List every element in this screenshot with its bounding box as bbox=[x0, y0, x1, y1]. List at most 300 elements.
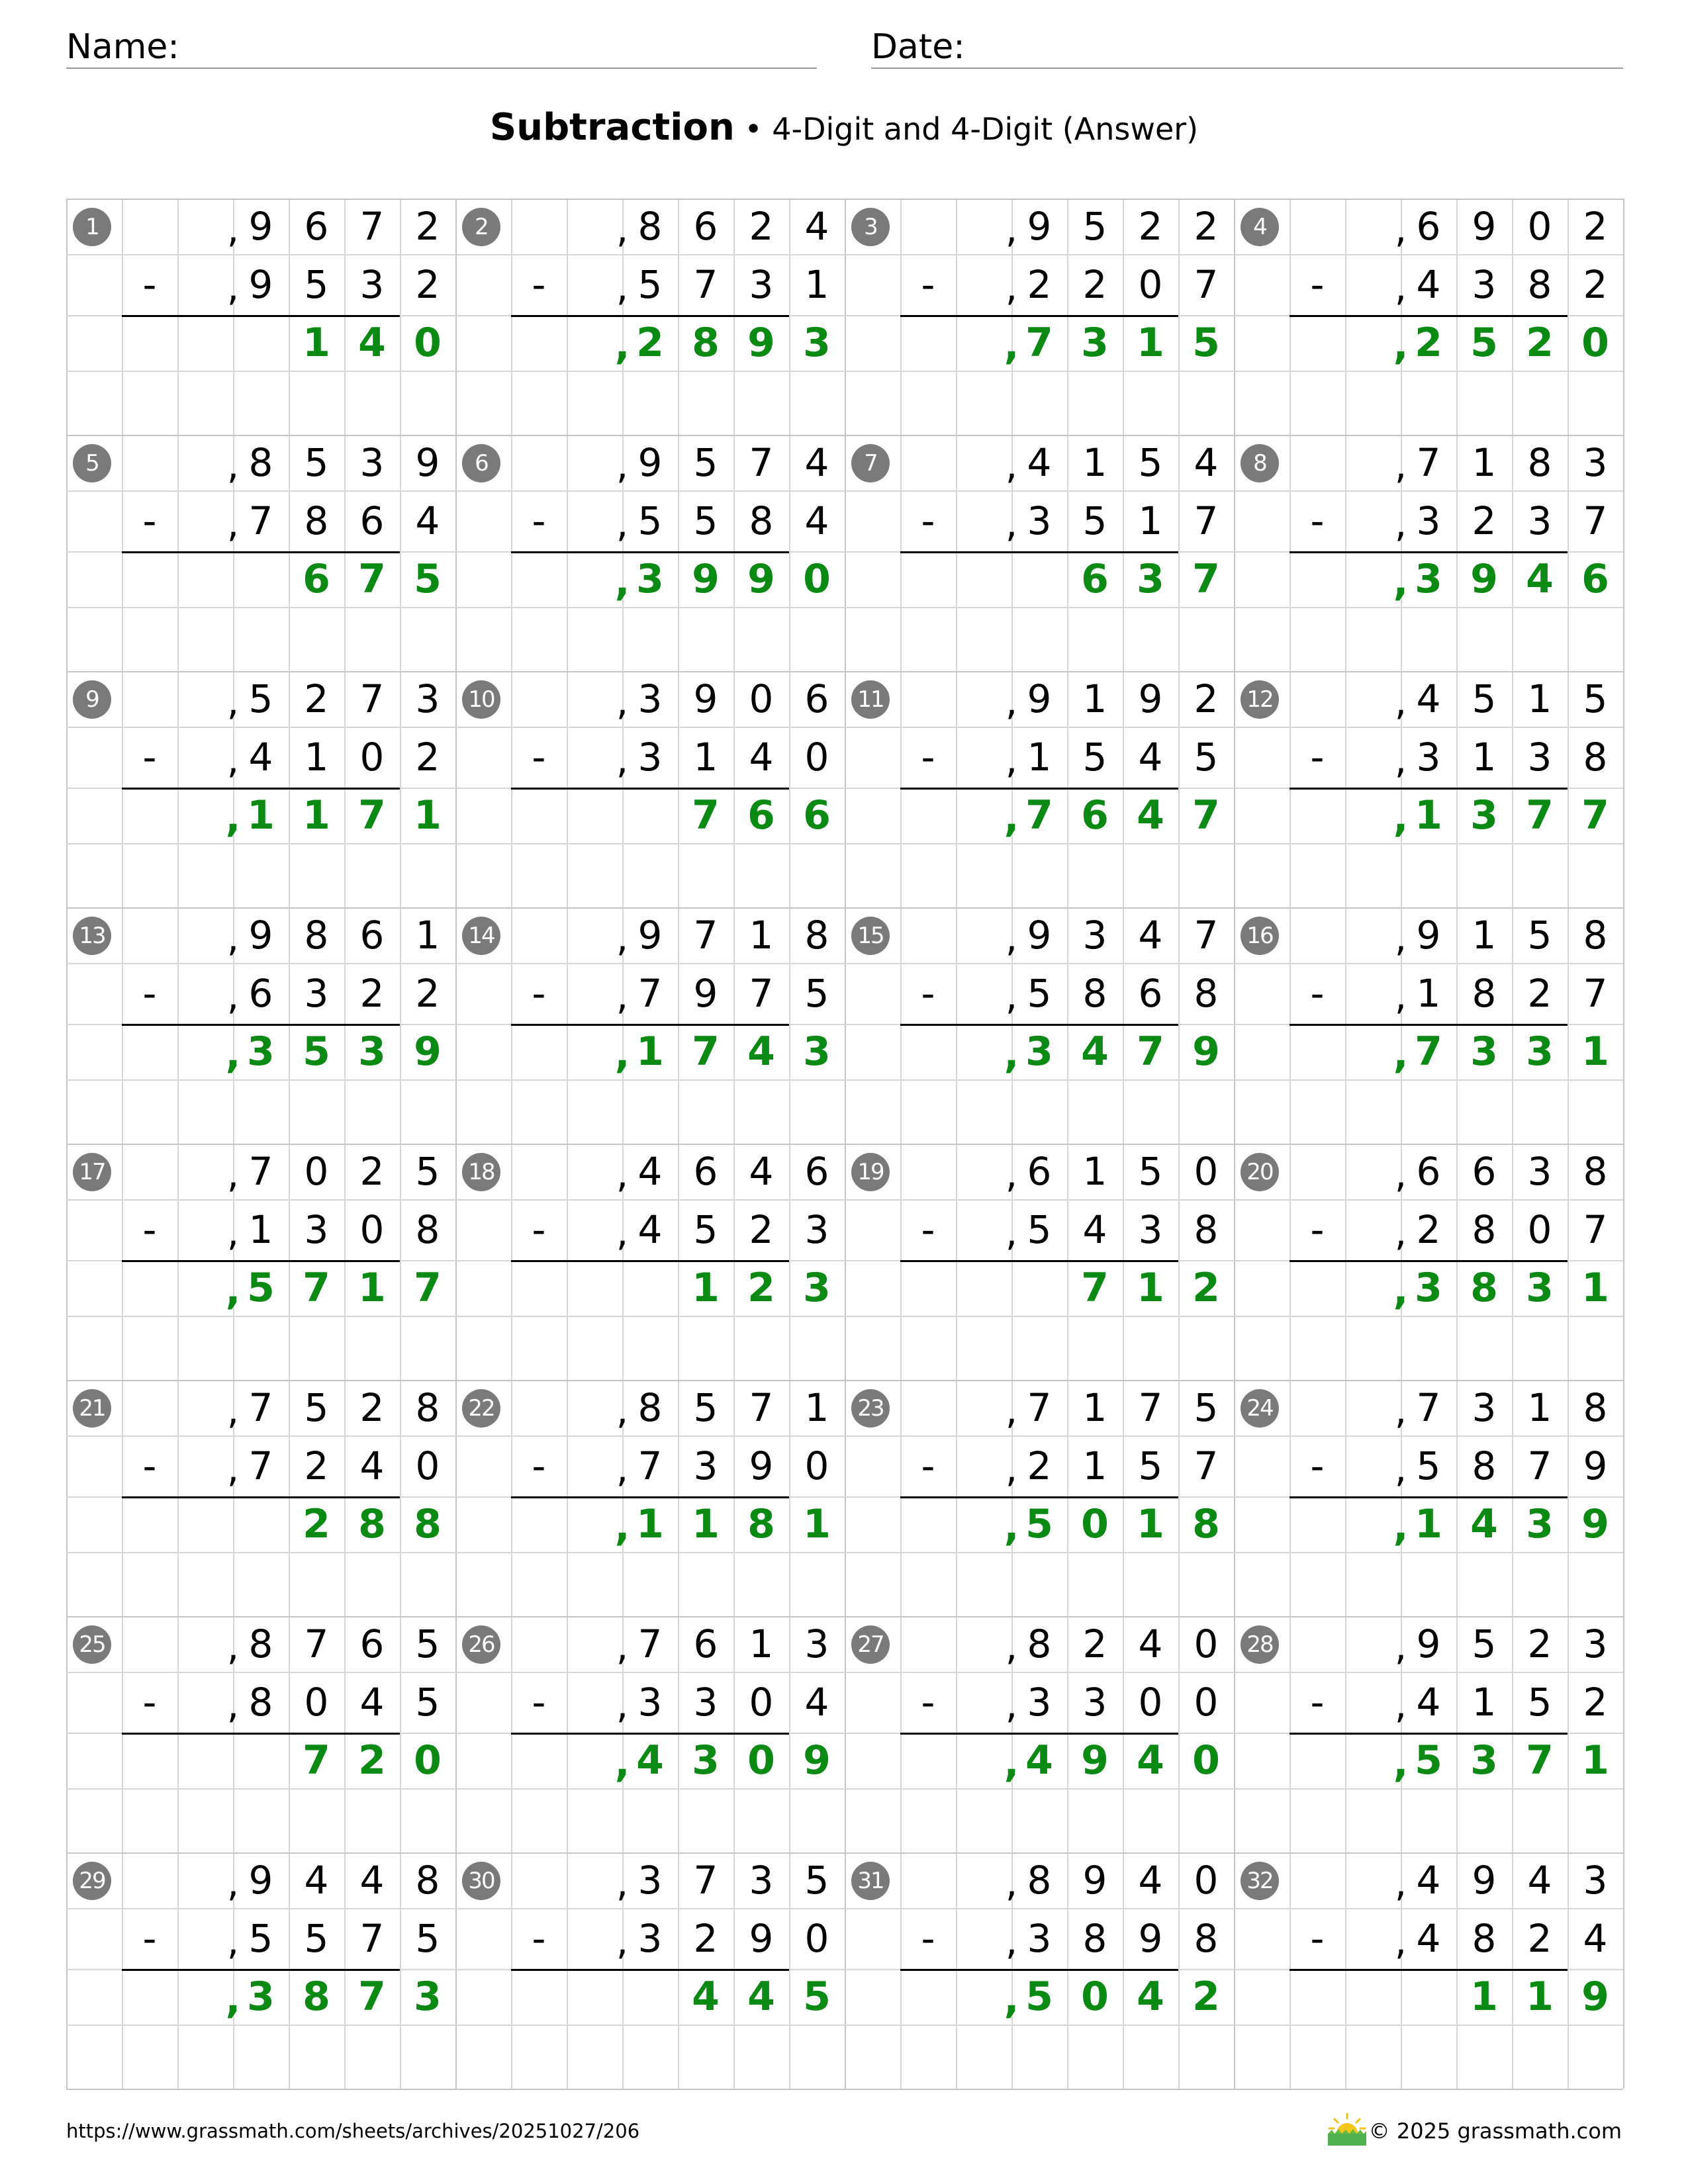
difference-digit: 1 bbox=[1137, 1501, 1164, 1547]
minuend-digit: 9 bbox=[415, 440, 440, 485]
subtrahend-digit: 3 bbox=[804, 1207, 829, 1252]
problem bbox=[66, 1144, 455, 1380]
subtrahend-digit: 9 bbox=[1583, 1443, 1608, 1488]
problem-number-badge: 30 bbox=[462, 1862, 500, 1900]
subtrahend-digit: 3 bbox=[1027, 1680, 1052, 1725]
subtrahend-comma: , bbox=[226, 265, 240, 310]
subtrahend-digit: 1 bbox=[1472, 1680, 1497, 1725]
minuend-digit: 5 bbox=[248, 676, 273, 721]
subtrahend-digit: 1 bbox=[1027, 735, 1052, 780]
minuend-digit: 0 bbox=[1527, 204, 1552, 249]
problem bbox=[455, 671, 845, 907]
subtrahend-digit: 5 bbox=[1416, 1443, 1441, 1488]
subtrahend-digit: 3 bbox=[359, 262, 385, 307]
difference-digit: 6 bbox=[1081, 556, 1109, 602]
subtrahend-digit: 8 bbox=[304, 498, 329, 543]
difference-digit: 1 bbox=[1415, 1501, 1442, 1547]
minus-sign: - bbox=[921, 1207, 935, 1252]
minuend-digit: 4 bbox=[1138, 913, 1163, 958]
minuend-comma: , bbox=[1394, 1152, 1407, 1197]
subtrahend-digit: 7 bbox=[1194, 498, 1219, 543]
problem bbox=[66, 907, 455, 1144]
minuend-digit: 7 bbox=[359, 204, 385, 249]
difference-digit: 4 bbox=[747, 1974, 775, 2020]
answer-rule bbox=[1289, 1260, 1568, 1262]
minuend-digit: 2 bbox=[1583, 204, 1608, 249]
answer-rule bbox=[122, 1496, 400, 1498]
minuend-digit: 6 bbox=[304, 204, 329, 249]
difference-digit: 7 bbox=[358, 556, 386, 602]
difference-digit: 7 bbox=[1081, 1265, 1109, 1311]
minuend-digit: 3 bbox=[415, 676, 440, 721]
difference-comma: , bbox=[225, 1031, 241, 1077]
minuend-digit: 5 bbox=[304, 1385, 329, 1430]
minuend-digit: 9 bbox=[1027, 676, 1052, 721]
subtrahend-digit: 3 bbox=[637, 1916, 663, 1961]
difference-digit: 4 bbox=[1137, 1974, 1164, 2020]
problem-number-badge: 25 bbox=[73, 1625, 111, 1664]
subtrahend-digit: 9 bbox=[1138, 1916, 1163, 1961]
minuend-comma: , bbox=[1005, 1388, 1018, 1433]
subtrahend-digit: 8 bbox=[415, 1207, 440, 1252]
problem bbox=[455, 907, 845, 1144]
answer-rule bbox=[900, 1260, 1178, 1262]
difference-digit: 1 bbox=[1470, 1974, 1498, 2020]
difference-digit: 8 bbox=[1470, 1265, 1498, 1311]
subtrahend-digit: 5 bbox=[1082, 498, 1107, 543]
minus-sign: - bbox=[142, 498, 157, 543]
subtrahend-digit: 4 bbox=[248, 735, 273, 780]
difference-digit: 3 bbox=[1526, 1028, 1554, 1075]
subtrahend-digit: 3 bbox=[693, 1680, 718, 1725]
problem bbox=[845, 435, 1234, 671]
difference-digit: 7 bbox=[358, 1974, 386, 2020]
difference-digit: 9 bbox=[1192, 1028, 1220, 1075]
difference-digit: 8 bbox=[1192, 1501, 1220, 1547]
difference-digit: 7 bbox=[303, 1737, 330, 1784]
minuend-digit: 6 bbox=[693, 204, 718, 249]
minuend-digit: 6 bbox=[1416, 1149, 1441, 1194]
minuend-digit: 9 bbox=[693, 676, 718, 721]
difference-digit: 7 bbox=[414, 1265, 442, 1311]
minuend-digit: 6 bbox=[693, 1621, 718, 1666]
minuend-digit: 2 bbox=[359, 1149, 385, 1194]
difference-digit: 7 bbox=[1581, 792, 1609, 839]
problem bbox=[1234, 1616, 1623, 1852]
subtrahend-digit: 3 bbox=[1027, 498, 1052, 543]
minuend-digit: 3 bbox=[359, 440, 385, 485]
minus-sign: - bbox=[1310, 498, 1325, 543]
subtrahend-digit: 4 bbox=[804, 498, 829, 543]
subtrahend-comma: , bbox=[1394, 737, 1407, 782]
subtrahend-comma: , bbox=[1394, 974, 1407, 1019]
minuend-digit: 8 bbox=[804, 913, 829, 958]
minuend-comma: , bbox=[616, 1388, 629, 1433]
footer-copyright: © 2025 grassmath.com bbox=[1368, 2118, 1622, 2144]
minuend-digit: 1 bbox=[1082, 1385, 1107, 1430]
difference-digit: 3 bbox=[1470, 1028, 1498, 1075]
subtrahend-digit: 5 bbox=[1138, 1443, 1163, 1488]
difference-digit: 7 bbox=[1192, 792, 1220, 839]
difference-digit: 9 bbox=[747, 320, 775, 366]
difference-digit: 0 bbox=[1192, 1737, 1220, 1784]
minuend-digit: 4 bbox=[1138, 1858, 1163, 1903]
minuend-digit: 5 bbox=[1082, 204, 1107, 249]
minuend-comma: , bbox=[616, 1624, 629, 1669]
answer-rule bbox=[511, 1024, 789, 1026]
subtrahend-comma: , bbox=[616, 737, 629, 782]
minuend-comma: , bbox=[226, 679, 240, 724]
subtrahend-digit: 3 bbox=[1416, 498, 1441, 543]
subtrahend-digit: 2 bbox=[304, 1443, 329, 1488]
subtrahend-digit: 2 bbox=[749, 1207, 774, 1252]
difference-digit: 6 bbox=[303, 556, 330, 602]
difference-digit: 3 bbox=[1415, 556, 1442, 602]
minuend-comma: , bbox=[1005, 1624, 1018, 1669]
subtrahend-digit: 0 bbox=[1527, 1207, 1552, 1252]
subtrahend-digit: 7 bbox=[1527, 1443, 1552, 1488]
minus-sign: - bbox=[1310, 262, 1325, 307]
subtrahend-digit: 8 bbox=[1472, 1207, 1497, 1252]
subtrahend-comma: , bbox=[1394, 265, 1407, 310]
title-subtitle: • 4-Digit and 4-Digit (Answer) bbox=[744, 111, 1199, 147]
minus-sign: - bbox=[142, 971, 157, 1016]
minuend-digit: 3 bbox=[637, 1858, 663, 1903]
answer-rule bbox=[900, 788, 1178, 790]
subtrahend-digit: 4 bbox=[1416, 262, 1441, 307]
subtrahend-digit: 7 bbox=[1194, 1443, 1219, 1488]
minus-sign: - bbox=[921, 735, 935, 780]
minuend-comma: , bbox=[226, 1860, 240, 1905]
difference-comma: , bbox=[614, 1740, 630, 1786]
subtrahend-comma: , bbox=[1005, 1682, 1018, 1727]
problem bbox=[455, 1380, 845, 1616]
difference-digit: 2 bbox=[636, 320, 664, 366]
problem-number-badge: 11 bbox=[851, 680, 890, 719]
subtrahend-digit: 0 bbox=[804, 1916, 829, 1961]
problem-number-badge: 23 bbox=[851, 1389, 890, 1428]
problem bbox=[845, 1380, 1234, 1616]
minus-sign: - bbox=[532, 1680, 546, 1725]
subtrahend-digit: 1 bbox=[248, 1207, 273, 1252]
problem-grid bbox=[66, 199, 1623, 2089]
minuend-digit: 7 bbox=[693, 1858, 718, 1903]
difference-digit: 9 bbox=[1470, 556, 1498, 602]
minus-sign: - bbox=[921, 1916, 935, 1961]
difference-digit: 5 bbox=[1025, 1974, 1053, 2020]
minuend-digit: 3 bbox=[1583, 440, 1608, 485]
problem bbox=[845, 1852, 1234, 2089]
subtrahend-digit: 5 bbox=[1194, 735, 1219, 780]
answer-rule bbox=[900, 1496, 1178, 1498]
minuend-digit: 4 bbox=[304, 1858, 329, 1903]
subtrahend-comma: , bbox=[226, 501, 240, 546]
difference-digit: 6 bbox=[1581, 556, 1609, 602]
difference-digit: 9 bbox=[803, 1737, 831, 1784]
answer-rule bbox=[122, 1024, 400, 1026]
minuend-digit: 1 bbox=[1082, 676, 1107, 721]
problem-number-badge: 29 bbox=[73, 1862, 111, 1900]
minuend-comma: , bbox=[1005, 915, 1018, 960]
difference-digit: 2 bbox=[1415, 320, 1442, 366]
subtrahend-digit: 2 bbox=[1472, 498, 1497, 543]
subtrahend-digit: 3 bbox=[304, 971, 329, 1016]
subtrahend-digit: 5 bbox=[1027, 971, 1052, 1016]
problem bbox=[1234, 199, 1623, 435]
minuend-digit: 9 bbox=[248, 204, 273, 249]
difference-digit: 1 bbox=[636, 1501, 664, 1547]
minuend-digit: 8 bbox=[248, 440, 273, 485]
subtrahend-comma: , bbox=[226, 737, 240, 782]
answer-rule bbox=[122, 1260, 400, 1262]
subtrahend-digit: 0 bbox=[359, 1207, 385, 1252]
difference-digit: 3 bbox=[247, 1028, 275, 1075]
minuend-digit: 4 bbox=[1027, 440, 1052, 485]
minuend-digit: 2 bbox=[1194, 204, 1219, 249]
subtrahend-digit: 4 bbox=[749, 735, 774, 780]
difference-digit: 9 bbox=[1581, 1501, 1609, 1547]
minuend-digit: 1 bbox=[1082, 440, 1107, 485]
minuend-digit: 7 bbox=[1138, 1385, 1163, 1430]
difference-comma: , bbox=[1393, 1740, 1409, 1786]
minuend-digit: 8 bbox=[637, 1385, 663, 1430]
difference-digit: 1 bbox=[1581, 1737, 1609, 1784]
difference-comma: , bbox=[225, 795, 241, 841]
difference-digit: 3 bbox=[803, 1265, 831, 1311]
difference-digit: 4 bbox=[1081, 1028, 1109, 1075]
minuend-digit: 8 bbox=[1583, 913, 1608, 958]
answer-rule bbox=[1289, 315, 1568, 317]
minuend-digit: 5 bbox=[415, 1621, 440, 1666]
minuend-digit: 3 bbox=[1583, 1621, 1608, 1666]
minus-sign: - bbox=[142, 1680, 157, 1725]
problem-number-badge: 28 bbox=[1241, 1625, 1279, 1664]
minus-sign: - bbox=[142, 262, 157, 307]
minus-sign: - bbox=[532, 498, 546, 543]
subtrahend-digit: 1 bbox=[304, 735, 329, 780]
subtrahend-comma: , bbox=[616, 1682, 629, 1727]
difference-digit: 8 bbox=[358, 1501, 386, 1547]
minuend-digit: 6 bbox=[804, 1149, 829, 1194]
difference-digit: 5 bbox=[1415, 1737, 1442, 1784]
problem bbox=[1234, 907, 1623, 1144]
subtrahend-digit: 2 bbox=[1082, 262, 1107, 307]
minuend-digit: 9 bbox=[248, 913, 273, 958]
answer-rule bbox=[1289, 1024, 1568, 1026]
subtrahend-digit: 6 bbox=[1138, 971, 1163, 1016]
difference-digit: 4 bbox=[1470, 1501, 1498, 1547]
difference-digit: 2 bbox=[1192, 1974, 1220, 2020]
problem-number-badge: 21 bbox=[73, 1389, 111, 1428]
difference-digit: 1 bbox=[358, 1265, 386, 1311]
minuend-digit: 7 bbox=[248, 1149, 273, 1194]
answer-rule bbox=[511, 1260, 789, 1262]
problem-number-badge: 27 bbox=[851, 1625, 890, 1664]
subtrahend-comma: , bbox=[616, 1210, 629, 1255]
difference-digit: 6 bbox=[803, 792, 831, 839]
subtrahend-comma: , bbox=[226, 1210, 240, 1255]
minuend-digit: 5 bbox=[1583, 676, 1608, 721]
minuend-digit: 3 bbox=[1583, 1858, 1608, 1903]
problem bbox=[845, 199, 1234, 435]
subtrahend-digit: 8 bbox=[1583, 735, 1608, 780]
problem bbox=[455, 1616, 845, 1852]
difference-digit: 2 bbox=[1192, 1265, 1220, 1311]
subtrahend-digit: 2 bbox=[1416, 1207, 1441, 1252]
problem-number-badge: 18 bbox=[462, 1153, 500, 1191]
date-label: Date: bbox=[871, 27, 965, 67]
minuend-digit: 6 bbox=[1472, 1149, 1497, 1194]
answer-rule bbox=[122, 315, 400, 317]
minuend-digit: 1 bbox=[1527, 676, 1552, 721]
subtrahend-digit: 1 bbox=[693, 735, 718, 780]
difference-digit: 4 bbox=[1025, 1737, 1053, 1784]
difference-digit: 4 bbox=[636, 1737, 664, 1784]
minuend-digit: 4 bbox=[749, 1149, 774, 1194]
problem bbox=[66, 671, 455, 907]
difference-digit: 0 bbox=[1081, 1974, 1109, 2020]
minuend-digit: 4 bbox=[1194, 440, 1219, 485]
difference-digit: 3 bbox=[358, 1028, 386, 1075]
subtrahend-digit: 3 bbox=[1027, 1916, 1052, 1961]
difference-digit: 1 bbox=[1581, 1265, 1609, 1311]
minuend-digit: 4 bbox=[1527, 1858, 1552, 1903]
answer-rule bbox=[122, 551, 400, 553]
subtrahend-comma: , bbox=[1394, 501, 1407, 546]
minuend-digit: 0 bbox=[1194, 1858, 1219, 1903]
subtrahend-comma: , bbox=[1005, 501, 1018, 546]
problem-number-badge: 24 bbox=[1241, 1389, 1279, 1428]
difference-comma: , bbox=[1393, 1031, 1409, 1077]
minuend-comma: , bbox=[1005, 1152, 1018, 1197]
difference-digit: 8 bbox=[747, 1501, 775, 1547]
minuend-digit: 1 bbox=[1082, 1149, 1107, 1194]
difference-digit: 5 bbox=[1470, 320, 1498, 366]
difference-comma: , bbox=[1004, 1740, 1019, 1786]
subtrahend-digit: 0 bbox=[415, 1443, 440, 1488]
minuend-comma: , bbox=[226, 443, 240, 488]
subtrahend-digit: 2 bbox=[693, 1916, 718, 1961]
difference-digit: 1 bbox=[1581, 1028, 1609, 1075]
subtrahend-digit: 7 bbox=[359, 1916, 385, 1961]
subtrahend-digit: 6 bbox=[248, 971, 273, 1016]
problem bbox=[1234, 435, 1623, 671]
minuend-digit: 8 bbox=[1583, 1385, 1608, 1430]
difference-digit: 4 bbox=[358, 320, 386, 366]
subtrahend-digit: 8 bbox=[1472, 1443, 1497, 1488]
problem-number-badge: 19 bbox=[851, 1153, 890, 1191]
name-line bbox=[66, 68, 817, 69]
subtrahend-comma: , bbox=[1394, 1919, 1407, 1964]
difference-digit: 3 bbox=[1415, 1265, 1442, 1311]
minuend-digit: 5 bbox=[1138, 1149, 1163, 1194]
subtrahend-digit: 2 bbox=[1527, 971, 1552, 1016]
minuend-digit: 5 bbox=[1138, 440, 1163, 485]
minus-sign: - bbox=[1310, 735, 1325, 780]
difference-digit: 3 bbox=[247, 1974, 275, 2020]
difference-comma: , bbox=[614, 1031, 630, 1077]
subtrahend-digit: 2 bbox=[415, 735, 440, 780]
minuend-digit: 1 bbox=[804, 1385, 829, 1430]
problem-number-badge: 31 bbox=[851, 1862, 890, 1900]
subtrahend-digit: 8 bbox=[1472, 1916, 1497, 1961]
difference-digit: 0 bbox=[747, 1737, 775, 1784]
subtrahend-digit: 5 bbox=[304, 262, 329, 307]
minuend-digit: 9 bbox=[248, 1858, 273, 1903]
problem bbox=[1234, 1144, 1623, 1380]
problem bbox=[66, 1852, 455, 2089]
difference-digit: 7 bbox=[692, 1028, 720, 1075]
subtrahend-comma: , bbox=[226, 1919, 240, 1964]
minus-sign: - bbox=[921, 498, 935, 543]
minuend-comma: , bbox=[616, 915, 629, 960]
problem-number-badge: 22 bbox=[462, 1389, 500, 1428]
difference-digit: 3 bbox=[1470, 792, 1498, 839]
difference-digit: 0 bbox=[1581, 320, 1609, 366]
problem-number-badge: 14 bbox=[462, 917, 500, 955]
name-label: Name: bbox=[66, 27, 179, 67]
subtrahend-comma: , bbox=[1005, 1210, 1018, 1255]
subtrahend-digit: 3 bbox=[637, 735, 663, 780]
subtrahend-digit: 0 bbox=[804, 1443, 829, 1488]
minuend-digit: 5 bbox=[1472, 1621, 1497, 1666]
difference-digit: 9 bbox=[1581, 1974, 1609, 2020]
minus-sign: - bbox=[532, 262, 546, 307]
subtrahend-digit: 2 bbox=[359, 971, 385, 1016]
subtrahend-digit: 5 bbox=[804, 971, 829, 1016]
minuend-comma: , bbox=[1394, 1624, 1407, 1669]
minuend-digit: 8 bbox=[1583, 1149, 1608, 1194]
answer-rule bbox=[1289, 788, 1568, 790]
problem-number-badge: 4 bbox=[1241, 208, 1279, 246]
subtrahend-digit: 7 bbox=[1583, 498, 1608, 543]
problem-number-badge: 6 bbox=[462, 444, 500, 482]
difference-digit: 2 bbox=[303, 1501, 330, 1547]
minuend-digit: 9 bbox=[1138, 676, 1163, 721]
difference-digit: 1 bbox=[1137, 320, 1164, 366]
difference-digit: 4 bbox=[1526, 556, 1554, 602]
minuend-digit: 7 bbox=[693, 913, 718, 958]
subtrahend-digit: 0 bbox=[804, 735, 829, 780]
subtrahend-digit: 1 bbox=[804, 262, 829, 307]
minuend-digit: 2 bbox=[1082, 1621, 1107, 1666]
difference-digit: 3 bbox=[803, 320, 831, 366]
minus-sign: - bbox=[921, 1443, 935, 1488]
minuend-digit: 5 bbox=[1527, 913, 1552, 958]
subtrahend-digit: 5 bbox=[1027, 1207, 1052, 1252]
difference-comma: , bbox=[614, 322, 630, 369]
difference-digit: 3 bbox=[1526, 1265, 1554, 1311]
minus-sign: - bbox=[532, 971, 546, 1016]
subtrahend-comma: , bbox=[1005, 265, 1018, 310]
difference-digit: 1 bbox=[1137, 1265, 1164, 1311]
minuend-comma: , bbox=[1394, 679, 1407, 724]
minuend-digit: 8 bbox=[415, 1385, 440, 1430]
minuend-comma: , bbox=[226, 1388, 240, 1433]
answer-rule bbox=[900, 315, 1178, 317]
subtrahend-digit: 7 bbox=[248, 498, 273, 543]
difference-digit: 7 bbox=[692, 792, 720, 839]
minuend-comma: , bbox=[616, 1860, 629, 1905]
date-line bbox=[871, 68, 1623, 69]
subtrahend-digit: 5 bbox=[1082, 735, 1107, 780]
subtrahend-digit: 7 bbox=[637, 971, 663, 1016]
difference-digit: 3 bbox=[636, 556, 664, 602]
difference-digit: 1 bbox=[692, 1501, 720, 1547]
subtrahend-digit: 0 bbox=[1138, 262, 1163, 307]
minuend-comma: , bbox=[226, 1152, 240, 1197]
subtrahend-digit: 5 bbox=[637, 498, 663, 543]
